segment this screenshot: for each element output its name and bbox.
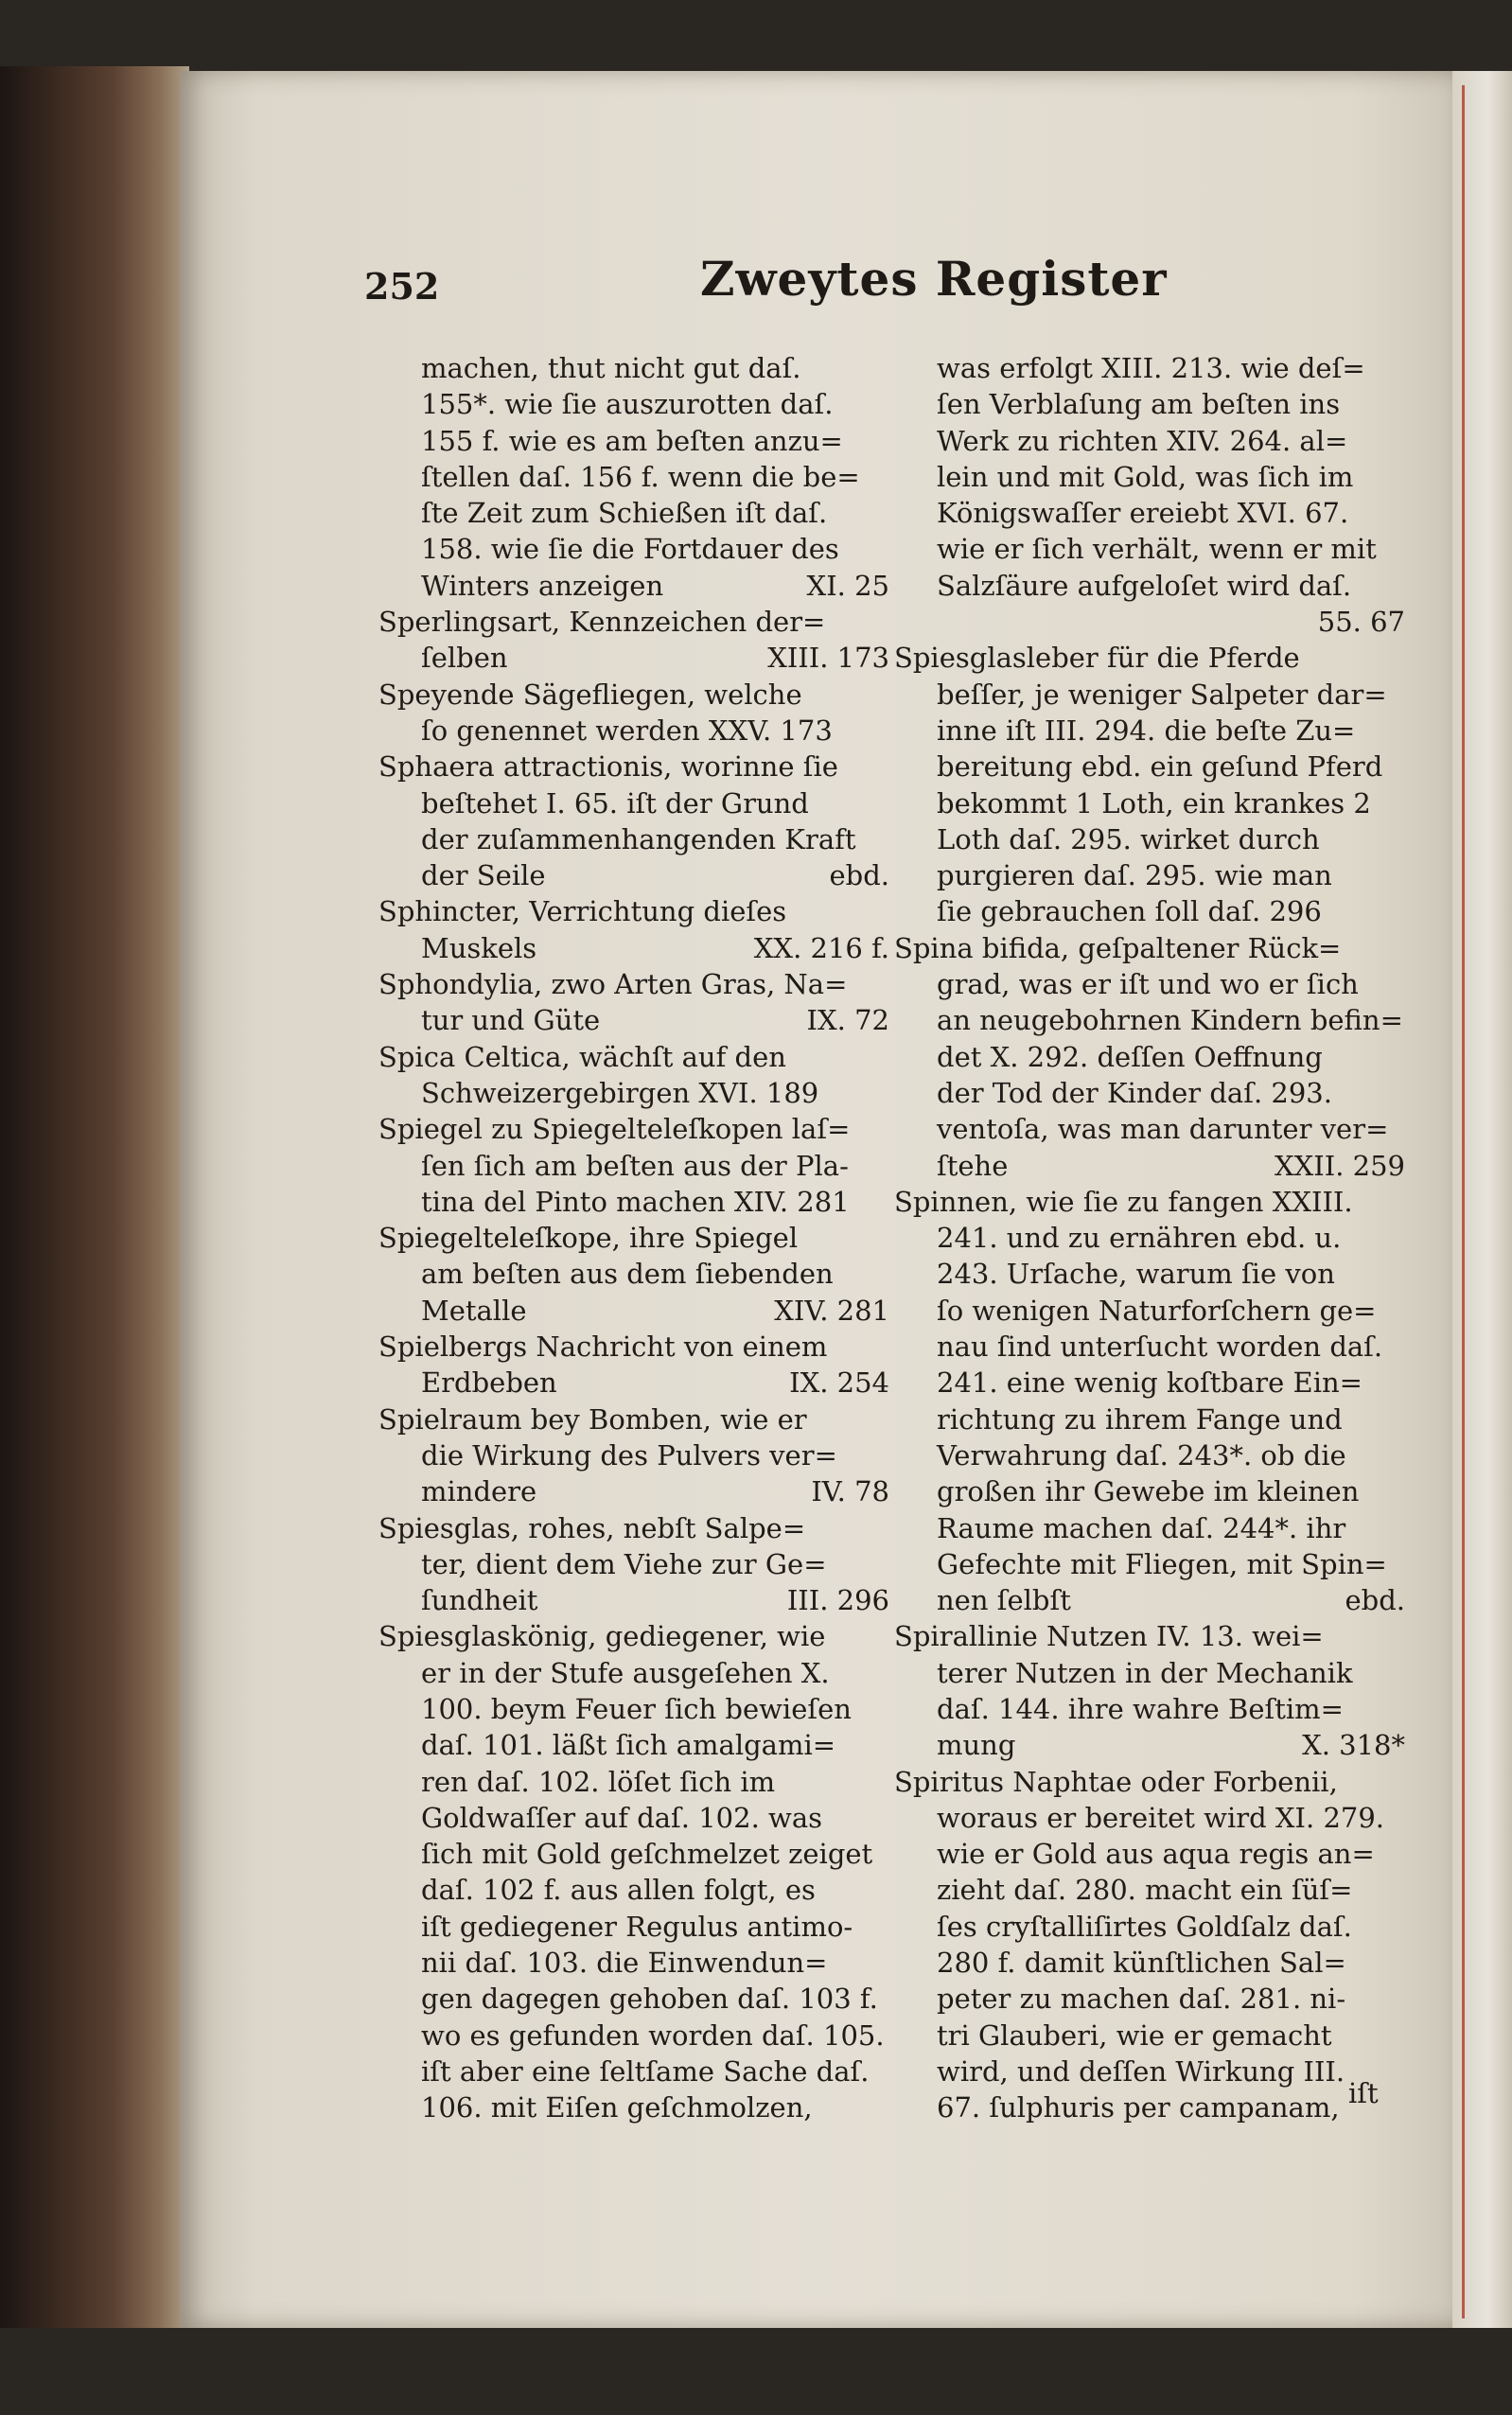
index-text: Sperlingsart, Kennzeichen der= bbox=[378, 606, 826, 639]
index-text: purgieren daſ. 295. wie man bbox=[937, 859, 1332, 892]
index-text: ſundheit bbox=[421, 1584, 538, 1617]
index-line bbox=[894, 1184, 1405, 1220]
index-text: am beſten aus dem ſiebenden bbox=[421, 1258, 834, 1291]
index-line bbox=[894, 930, 1405, 966]
index-line bbox=[894, 1546, 1405, 1582]
index-line bbox=[894, 568, 1405, 604]
index-text: Werk zu richten XIV. 264. al= bbox=[937, 424, 1348, 457]
index-line bbox=[378, 785, 889, 821]
index-text: nii daſ. 103. die Einwendun= bbox=[421, 1947, 828, 1980]
index-text: terer Nutzen in der Mechanik bbox=[937, 1656, 1353, 1689]
index-reference: XIV. 281 bbox=[774, 1294, 889, 1327]
book-spine-edge bbox=[0, 66, 189, 2328]
index-line bbox=[894, 1039, 1405, 1075]
index-text: ventoſa, was man darunter ver= bbox=[937, 1113, 1389, 1146]
index-text: Spielbergs Nachricht von einem bbox=[378, 1331, 828, 1364]
index-line bbox=[894, 1945, 1405, 1981]
index-text: ſen ſich am beſten aus der Pla- bbox=[421, 1149, 849, 1182]
index-text: beſſer, je weniger Salpeter dar= bbox=[937, 678, 1387, 711]
index-text: Erdbeben bbox=[421, 1366, 557, 1400]
index-text: daſ. 102 f. aus allen folgt, es bbox=[421, 1874, 816, 1907]
index-line bbox=[378, 1293, 889, 1329]
index-line bbox=[378, 1727, 889, 1763]
index-text: 280 f. damit künſtlichen Sal= bbox=[937, 1947, 1346, 1980]
index-line bbox=[378, 1437, 889, 1473]
index-reference: III. 296 bbox=[786, 1584, 889, 1617]
index-line bbox=[378, 1075, 889, 1111]
index-text: was erfolgt XIII. 213. wie deſ= bbox=[937, 352, 1365, 384]
index-text: zieht daſ. 280. macht ein ſüſ= bbox=[937, 1874, 1353, 1907]
index-text: Spiesglaskönig, gediegener, wie bbox=[378, 1620, 826, 1653]
index-text: 155 f. wie es am beſten anzu= bbox=[421, 424, 843, 457]
index-line bbox=[894, 1002, 1405, 1038]
index-line bbox=[894, 1836, 1405, 1872]
index-text: der Seile bbox=[421, 859, 546, 892]
index-reference: IV. 78 bbox=[811, 1475, 889, 1508]
catch-word: iſt bbox=[1348, 2077, 1379, 2109]
index-text: großen ihr Gewebe im kleinen bbox=[937, 1475, 1360, 1508]
index-line bbox=[894, 1727, 1405, 1763]
index-text: Spiesglas, rohes, nebſt Salpe= bbox=[378, 1511, 806, 1544]
page-header bbox=[364, 251, 1405, 326]
index-line bbox=[378, 604, 889, 640]
index-text: ſen Verblaſung am beſten ins bbox=[937, 388, 1341, 421]
index-line bbox=[378, 930, 889, 966]
page-number: 252 bbox=[364, 265, 440, 308]
index-text: ſtehe bbox=[937, 1149, 1009, 1182]
index-line bbox=[378, 821, 889, 857]
index-line bbox=[378, 1691, 889, 1727]
index-text: woraus er bereitet wird XI. 279. bbox=[937, 1801, 1385, 1834]
index-reference: ebd. bbox=[1345, 1584, 1405, 1617]
index-text: an neugebohrnen Kindern befin= bbox=[937, 1004, 1403, 1037]
index-text: er in der Stufe ausgeſehen X. bbox=[421, 1656, 830, 1689]
index-text: ſo genennet werden XXV. 173 bbox=[421, 714, 833, 747]
index-line bbox=[378, 1764, 889, 1800]
index-text: machen, thut nicht gut daſ. bbox=[421, 352, 801, 384]
index-line bbox=[894, 1582, 1405, 1618]
index-text: der Tod der Kinder daſ. 293. bbox=[937, 1076, 1332, 1109]
index-line bbox=[378, 1111, 889, 1147]
index-line bbox=[378, 1220, 889, 1256]
index-line bbox=[378, 713, 889, 749]
index-line bbox=[894, 495, 1405, 531]
index-line bbox=[378, 2089, 889, 2125]
index-line bbox=[894, 604, 1405, 640]
index-line bbox=[378, 1401, 889, 1437]
index-text: 155*. wie ſie auszurotten daſ. bbox=[421, 388, 834, 421]
index-reference: ebd. bbox=[829, 859, 889, 892]
index-line bbox=[378, 1184, 889, 1220]
index-line bbox=[894, 386, 1405, 422]
index-text: 100. beym Feuer ſich bewieſen bbox=[421, 1692, 852, 1725]
index-text: gen dagegen gehoben daſ. 103 f. bbox=[421, 1983, 878, 2016]
index-text: iſt aber eine ſeltſame Sache daſ. bbox=[421, 2054, 870, 2088]
index-line bbox=[894, 1365, 1405, 1401]
index-line bbox=[894, 1111, 1405, 1147]
index-text: peter zu machen daſ. 281. ni- bbox=[937, 1983, 1346, 2016]
index-line bbox=[378, 966, 889, 1002]
index-text: Spirallinie Nutzen IV. 13. wei= bbox=[894, 1620, 1324, 1653]
index-line bbox=[378, 459, 889, 495]
index-text: Spielraum bey Bomben, wie er bbox=[378, 1402, 807, 1436]
index-reference: X. 318* bbox=[1302, 1729, 1405, 1762]
index-line bbox=[894, 640, 1405, 676]
index-text: Spiesglasleber für die Pferde bbox=[894, 642, 1300, 675]
right-column bbox=[894, 350, 1405, 2126]
index-line bbox=[894, 1872, 1405, 1908]
index-line bbox=[894, 1293, 1405, 1329]
index-text: mindere bbox=[421, 1475, 537, 1508]
index-text: 241. und zu ernähren ebd. u. bbox=[937, 1222, 1342, 1255]
index-text: Schweizergebirgen XVI. 189 bbox=[421, 1076, 819, 1109]
index-text: daſ. 101. läßt ſich amalgami= bbox=[421, 1729, 836, 1762]
index-text: Spiritus Naphtae oder Forbenii, bbox=[894, 1765, 1338, 1798]
index-text: die Wirkung des Pulvers ver= bbox=[421, 1438, 837, 1472]
index-line bbox=[894, 2054, 1405, 2089]
index-line bbox=[894, 677, 1405, 713]
index-text: nen ſelbſt bbox=[937, 1584, 1071, 1617]
index-text: Spiegel zu Spiegelteleſkopen laſ= bbox=[378, 1113, 851, 1146]
index-text: wird, und deſſen Wirkung III. bbox=[937, 2054, 1345, 2088]
index-line bbox=[378, 1510, 889, 1546]
index-line bbox=[378, 1655, 889, 1691]
index-text: Sphincter, Verrichtung dieſes bbox=[378, 895, 787, 928]
left-column bbox=[378, 350, 889, 2126]
index-line bbox=[894, 1473, 1405, 1509]
index-text: richtung zu ihrem Fange und bbox=[937, 1402, 1343, 1436]
index-text: Gefechte mit Fliegen, mit Spin= bbox=[937, 1547, 1387, 1580]
index-text: ren daſ. 102. löſet ſich im bbox=[421, 1765, 776, 1798]
index-line bbox=[378, 1039, 889, 1075]
index-text: nau ſind unterſucht worden daſ. bbox=[937, 1331, 1383, 1364]
index-line bbox=[894, 1256, 1405, 1292]
index-text: beſtehet I. 65. iſt der Grund bbox=[421, 786, 809, 820]
index-reference: XIII. 173 bbox=[767, 642, 889, 675]
index-line bbox=[378, 350, 889, 386]
index-text: bekommt 1 Loth, ein krankes 2 bbox=[937, 786, 1371, 820]
index-text: inne iſt III. 294. die beſte Zu= bbox=[937, 714, 1356, 747]
index-line bbox=[894, 785, 1405, 821]
index-text: Sphondylia, zwo Arten Gras, Na= bbox=[378, 968, 848, 1001]
index-line bbox=[894, 1437, 1405, 1473]
index-line bbox=[894, 1800, 1405, 1836]
index-line bbox=[378, 1546, 889, 1582]
index-text: Verwahrung daſ. 243*. ob die bbox=[937, 1438, 1346, 1472]
index-line bbox=[378, 1473, 889, 1509]
index-text: Raume machen daſ. 244*. ihr bbox=[937, 1511, 1346, 1544]
index-line bbox=[378, 423, 889, 459]
index-line bbox=[894, 1510, 1405, 1546]
index-text: grad, was er iſt und wo er ſich bbox=[937, 968, 1359, 1001]
index-text: Speyende Sägefliegen, welche bbox=[378, 678, 802, 711]
index-text: Metalle bbox=[421, 1294, 527, 1327]
index-line bbox=[378, 2054, 889, 2089]
index-reference: XI. 25 bbox=[806, 569, 889, 602]
index-text: 67. ſulphuris per campanam, bbox=[937, 2091, 1340, 2124]
index-line bbox=[378, 568, 889, 604]
index-text: tina del Pinto machen XIV. 281 bbox=[421, 1185, 850, 1218]
index-text: der zuſammenhangenden Kraft bbox=[421, 822, 856, 855]
index-text: Loth daſ. 295. wirket durch bbox=[937, 822, 1320, 855]
index-line bbox=[894, 1764, 1405, 1800]
index-text: Spica Celtica, wächſt auf den bbox=[378, 1040, 786, 1073]
index-line bbox=[378, 893, 889, 929]
index-reference: XX. 216 f. bbox=[753, 931, 889, 964]
index-line bbox=[894, 1401, 1405, 1437]
index-line bbox=[378, 1945, 889, 1981]
index-line bbox=[378, 749, 889, 784]
index-line bbox=[894, 1909, 1405, 1945]
index-line bbox=[378, 677, 889, 713]
index-text: Königswaſſer ereiebt XVI. 67. bbox=[937, 497, 1349, 530]
index-text: mung bbox=[937, 1729, 1016, 1762]
index-text: Spina bifida, geſpaltener Rück= bbox=[894, 931, 1342, 964]
index-text: ſo wenigen Naturforſchern ge= bbox=[937, 1294, 1377, 1327]
index-line bbox=[378, 1618, 889, 1654]
index-line bbox=[378, 1002, 889, 1038]
index-text: Muskels bbox=[421, 931, 537, 964]
index-text: det X. 292. deſſen Oeffnung bbox=[937, 1040, 1323, 1073]
index-line bbox=[894, 423, 1405, 459]
index-line bbox=[378, 1365, 889, 1401]
index-line bbox=[378, 386, 889, 422]
index-line bbox=[378, 495, 889, 531]
index-line bbox=[894, 2018, 1405, 2054]
index-line bbox=[378, 1256, 889, 1292]
page-edge-line bbox=[1462, 85, 1465, 2318]
index-line bbox=[894, 1655, 1405, 1691]
index-line bbox=[894, 966, 1405, 1002]
index-reference: XXII. 259 bbox=[1275, 1149, 1405, 1182]
index-text: lein und mit Gold, was ſich im bbox=[937, 460, 1354, 493]
index-text: Winters anzeigen bbox=[421, 569, 664, 602]
running-title: Zweytes Register bbox=[700, 251, 1168, 307]
index-line bbox=[378, 1981, 889, 2017]
index-text: wo es gefunden worden daſ. 105. bbox=[421, 2018, 885, 2052]
index-text: ſte Zeit zum Schießen iſt daſ. bbox=[421, 497, 828, 530]
index-text: 106. mit Eiſen geſchmolzen, bbox=[421, 2091, 813, 2124]
index-text: Spinnen, wie ſie zu fangen XXIII. bbox=[894, 1185, 1353, 1218]
index-line bbox=[894, 459, 1405, 495]
index-line bbox=[894, 1148, 1405, 1184]
index-text: iſt gediegener Regulus antimo- bbox=[421, 1910, 853, 1943]
index-line bbox=[894, 350, 1405, 386]
index-text: ſie gebrauchen ſoll daſ. 296 bbox=[937, 895, 1322, 928]
index-text: daſ. 144. ihre wahre Beſtim= bbox=[937, 1692, 1344, 1725]
index-text: 241. eine wenig koſtbare Ein= bbox=[937, 1366, 1363, 1400]
index-line bbox=[378, 2018, 889, 2054]
index-line bbox=[378, 640, 889, 676]
index-text: ſelben bbox=[421, 642, 508, 675]
index-line bbox=[378, 1582, 889, 1618]
index-line bbox=[378, 531, 889, 567]
index-line bbox=[894, 1618, 1405, 1654]
index-text: wie er ſich verhält, wenn er mit bbox=[937, 533, 1377, 566]
index-reference: 55. 67 bbox=[1317, 606, 1405, 639]
index-text: bereitung ebd. ein geſund Pferd bbox=[937, 750, 1383, 784]
index-text: ſich mit Gold geſchmelzet zeiget bbox=[421, 1838, 873, 1871]
index-line bbox=[894, 821, 1405, 857]
index-text: 243. Urſache, warum ſie von bbox=[937, 1258, 1335, 1291]
index-text: ſes cryſtalliſirtes Goldſalz daſ. bbox=[937, 1910, 1352, 1943]
index-line bbox=[378, 857, 889, 893]
index-text: wie er Gold aus aqua regis an= bbox=[937, 1838, 1375, 1871]
index-reference: IX. 72 bbox=[806, 1004, 889, 1037]
index-line bbox=[894, 1329, 1405, 1365]
index-text: Goldwaſſer auf daſ. 102. was bbox=[421, 1801, 823, 1834]
index-line bbox=[894, 1075, 1405, 1111]
index-line bbox=[378, 1800, 889, 1836]
index-line bbox=[894, 713, 1405, 749]
index-line bbox=[894, 1220, 1405, 1256]
index-reference: IX. 254 bbox=[789, 1366, 889, 1400]
index-line bbox=[378, 1836, 889, 1872]
index-text: ſtellen daſ. 156 f. wenn die be= bbox=[421, 460, 860, 493]
index-text: tur und Güte bbox=[421, 1004, 601, 1037]
index-line bbox=[378, 1872, 889, 1908]
index-line bbox=[894, 1691, 1405, 1727]
index-text: Sphaera attractionis, worinne ſie bbox=[378, 750, 838, 784]
index-text: tri Glauberi, wie er gemacht bbox=[937, 2018, 1332, 2052]
index-line bbox=[894, 2089, 1405, 2125]
index-line bbox=[894, 893, 1405, 929]
index-line bbox=[894, 857, 1405, 893]
index-text: Spiegelteleſkope, ihre Spiegel bbox=[378, 1222, 799, 1255]
index-line bbox=[894, 1981, 1405, 2017]
index-text: ter, dient dem Viehe zur Ge= bbox=[421, 1547, 827, 1580]
index-text: 158. wie ſie die Fortdauer des bbox=[421, 533, 839, 566]
index-line bbox=[378, 1148, 889, 1184]
index-line bbox=[378, 1329, 889, 1365]
index-text: Salzſäure aufgeloſet wird daſ. bbox=[937, 569, 1352, 602]
index-line bbox=[894, 531, 1405, 567]
index-line bbox=[378, 1909, 889, 1945]
index-line bbox=[894, 749, 1405, 784]
